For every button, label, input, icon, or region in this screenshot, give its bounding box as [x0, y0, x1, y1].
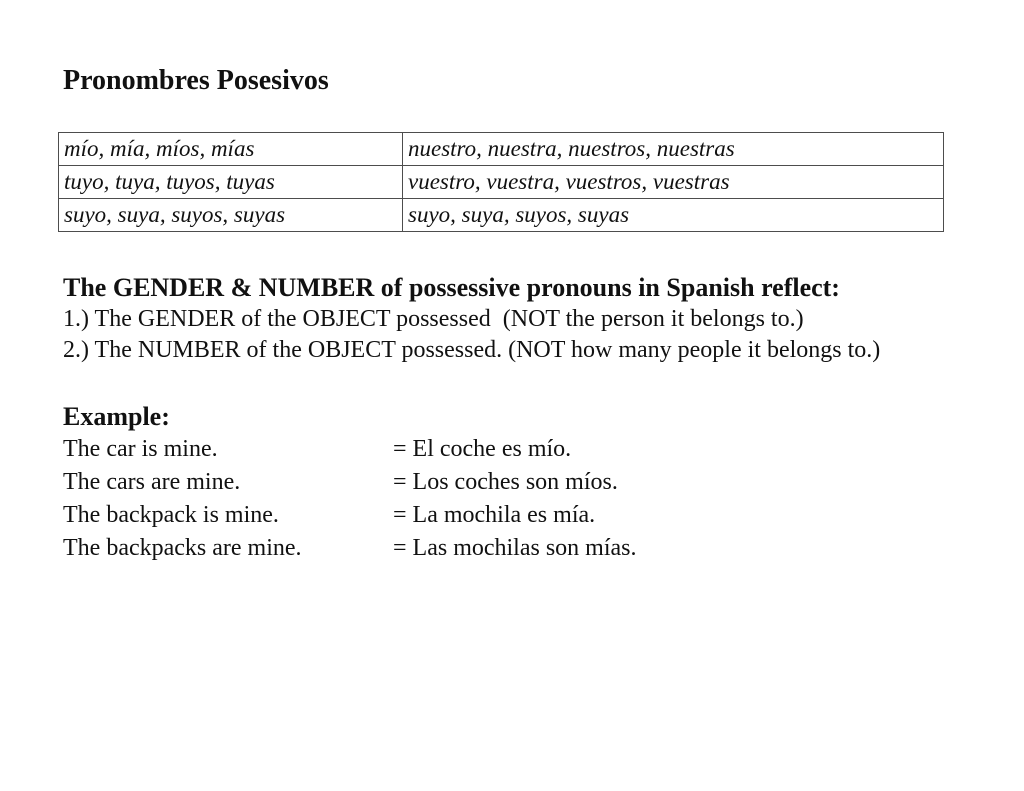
example-row	[63, 532, 984, 565]
example-english: The car is mine.	[63, 436, 218, 462]
rules-heading: The GENDER & NUMBER of possessive pronouns in Spanish reflect:	[63, 273, 840, 302]
example-spanish: = El coche es mío.	[393, 436, 572, 462]
pronoun-cell: vuestro, vuestra, vuestros, vuestras	[403, 166, 944, 199]
example-english: The cars are mine.	[63, 469, 241, 495]
pronoun-cell: suyo, suya, suyos, suyas	[403, 199, 944, 232]
example-spanish: = Los coches son míos.	[393, 469, 618, 495]
rule-item-2: 2.) The NUMBER of the OBJECT possessed. (NOT how many people it belongs to.)	[63, 337, 881, 363]
pronoun-cell: suyo, suya, suyos, suyas	[59, 199, 403, 232]
page-title: Pronombres Posesivos	[63, 65, 329, 96]
example-spanish: = La mochila es mía.	[393, 502, 596, 528]
pronoun-table-body	[59, 133, 944, 232]
pronoun-table-row	[59, 133, 944, 166]
pronoun-cell: mío, mía, míos, mías	[59, 133, 403, 166]
example-english: The backpacks are mine.	[63, 535, 302, 561]
pronoun-table-row	[59, 166, 944, 199]
pronoun-table-row	[59, 199, 944, 232]
example-row	[63, 433, 984, 466]
example-english: The backpack is mine.	[63, 502, 279, 528]
pronoun-cell: tuyo, tuya, tuyos, tuyas	[59, 166, 403, 199]
example-row	[63, 499, 984, 532]
example-spanish: = Las mochilas son mías.	[393, 535, 637, 561]
examples-list	[63, 433, 984, 565]
rule-item-1: 1.) The GENDER of the OBJECT possessed (NOT the person it belongs to.)	[63, 306, 804, 332]
pronoun-table	[58, 132, 944, 232]
examples-heading: Example:	[63, 402, 170, 431]
example-row	[63, 466, 984, 499]
pronoun-cell: nuestro, nuestra, nuestros, nuestras	[403, 133, 944, 166]
